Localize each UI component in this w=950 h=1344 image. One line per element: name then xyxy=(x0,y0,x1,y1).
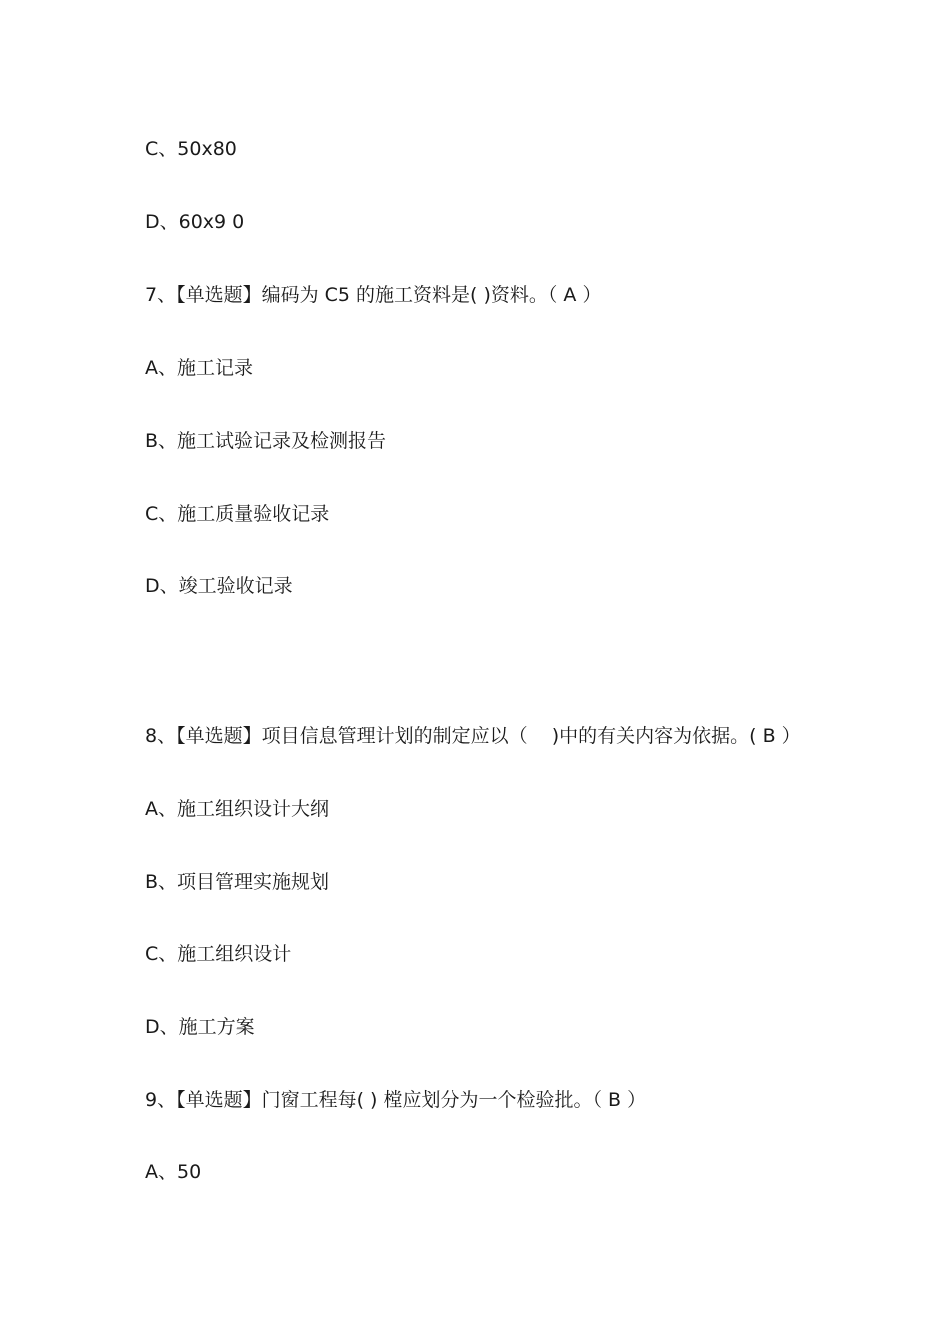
option-d-q8: D、施工方案 xyxy=(145,1016,255,1038)
option-d-q6: D、60x9 0 xyxy=(145,211,245,233)
question-7: 7、【单选题】编码为 C5 的施工资料是( )资料。（ A ） xyxy=(145,284,602,306)
question-8: 8、【单选题】项目信息管理计划的制定应以（ )中的有关内容为依据。( B ） xyxy=(145,725,801,747)
option-c-q8: C、施工组织设计 xyxy=(145,943,292,965)
option-d-q7: D、竣工验收记录 xyxy=(145,575,293,597)
option-b-q7: B、施工试验记录及检测报告 xyxy=(145,430,387,452)
option-a-q9: A、50 xyxy=(145,1161,202,1183)
option-b-q8: B、项目管理实施规划 xyxy=(145,871,330,893)
option-a-q8: A、施工组织设计大纲 xyxy=(145,798,329,820)
question-9: 9、【单选题】门窗工程每( ) 樘应划分为一个检验批。（ B ） xyxy=(145,1089,647,1111)
option-c-q6: C、50x80 xyxy=(145,138,237,160)
option-c-q7: C、施工质量验收记录 xyxy=(145,503,330,525)
option-a-q7: A、施工记录 xyxy=(145,357,253,379)
